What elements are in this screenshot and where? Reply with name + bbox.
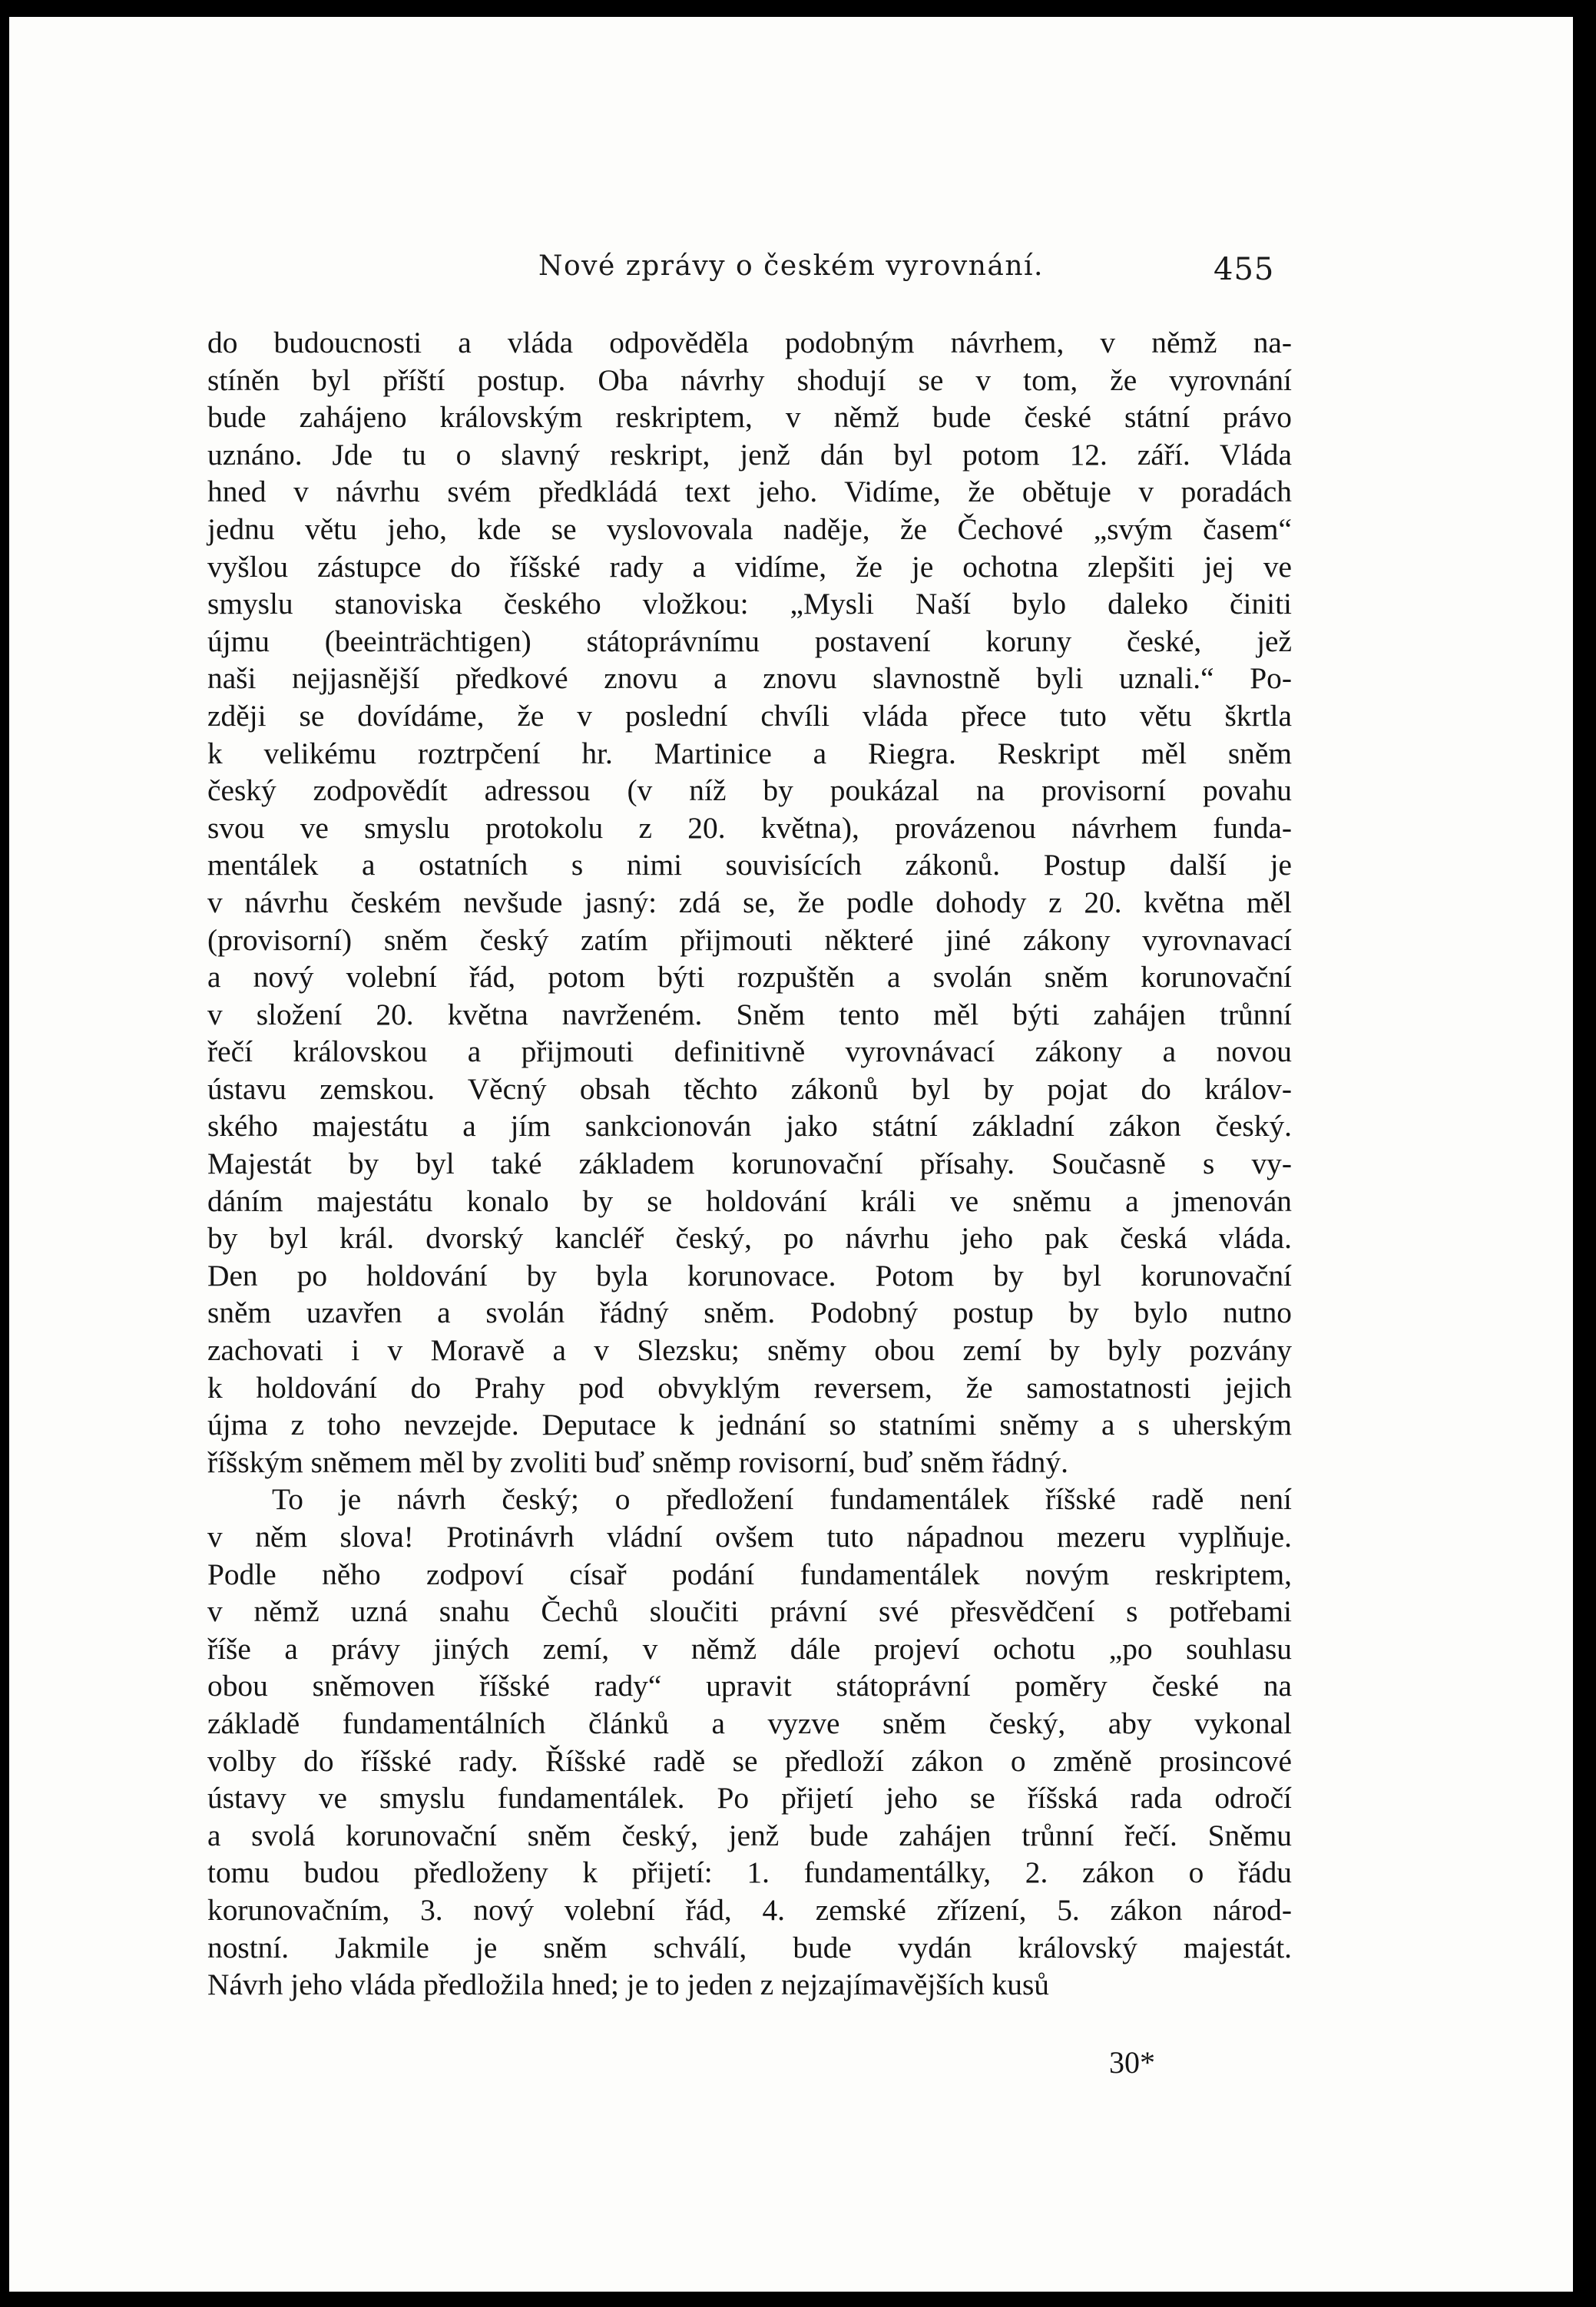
signature-mark: 30* [1109,2045,1155,2080]
text-line: nostní. Jakmile je sněm schválí, bude vydán královský majestát. [207,1930,1292,1964]
text-line: k holdování do Prahy pod obvyklým reversem, že samostatnosti jejich [207,1370,1292,1405]
text-line: To je návrh český; o předložení fundamentálek říšské radě není [272,1482,1292,1517]
running-header [9,241,1573,287]
text-line: v něm slova! Protinávrh vládní ovšem tuto nápadnou mezeru vyplňuje. [207,1520,1292,1554]
text-line: říše a právy jiných zemí, v němž dále projeví ochotu „po souhlasu [207,1631,1292,1666]
text-line: újma z toho nevzejde. Deputace k jednání so statními sněmy a s uherským [207,1408,1292,1442]
paragraph [207,324,1292,1481]
text-line: Den po holdování by byla korunovace. Potom by byl korunovační [207,1258,1292,1293]
text-line: naši nejjasnější předkové znovu a znovu slavnostně byli uznali.“ Po- [207,661,1292,696]
paragraph [207,1481,1292,2003]
text-line: v návrhu českém nevšude jasný: zdá se, že podle dohody z 20. května měl [207,885,1292,919]
text-line: smyslu stanoviska českého vložkou: „Mysli Naší bylo daleko činiti [207,587,1292,621]
text-line: a svolá korunovační sněm český, jenž bude zahájen trůnní řečí. Sněmu [207,1818,1292,1852]
text-line: obou sněmoven říšské rady“ upravit státoprávní poměry české na [207,1669,1292,1703]
text-line: základě fundamentálních článků a vyzve sněm český, aby vykonal [207,1706,1292,1740]
text-line: v složení 20. května navrženém. Sněm tento měl býti zahájen trůnní [207,997,1292,1031]
text-line: vyšlou zástupce do říšské rady a vidíme, že je ochotna zlepšiti jej ve [207,549,1292,584]
text-line: bude zahájeno královským reskriptem, v němž bude české státní právo [207,400,1292,435]
text-line: sněm uzavřen a svolán řádný sněm. Podobný postup by bylo nutno [207,1296,1292,1330]
text-line: by byl král. dvorský kancléř český, po návrhu jeho pak česká vláda. [207,1221,1292,1256]
text-line: Podle něho zodpoví císař podání fundamentálek novým reskriptem, [207,1557,1292,1591]
text-line: volby do říšské rady. Říšské radě se předloží zákon o změně prosincové [207,1743,1292,1778]
page [9,17,1573,2292]
text-line: mentálek a ostatních s nimi souvisících zákonů. Postup další je [207,848,1292,882]
text-line: jednu větu jeho, kde se vyslovovala naděje, že Čechové „svým časem“ [207,511,1292,546]
text-line: ústavu zemskou. Věcný obsah těchto zákonů byl by pojat do králov- [207,1071,1292,1106]
text-line: stíněn byl příští postup. Oba návrhy shodují se v tom, že vyrovnání [207,362,1292,397]
text-line: řečí královskou a přijmouti definitivně vyrovnávací zákony a novou [207,1034,1292,1069]
text-line: k velikému roztrpčení hr. Martinice a Riegra. Reskript měl sněm [207,736,1292,770]
text-line: zachovati i v Moravě a v Slezsku; sněmy obou zemí by byly pozvány [207,1333,1292,1368]
text-line: korunovačním, 3. nový volební řád, 4. zemské zřízení, 5. zákon národ- [207,1892,1292,1927]
text-line: hned v návrhu svém předkládá text jeho. Vidíme, že obětuje v poradách [207,475,1292,509]
text-line: říšským sněmem měl by zvoliti buď sněmp rovisorní, buď sněm řádný. [207,1445,1068,1479]
text-line: (provisorní) sněm český zatím přijmouti některé jiné zákony vyrovnavací [207,922,1292,957]
body-text [207,324,1292,2004]
text-line: újmu (beeinträchtigen) státoprávnímu postavení koruny české, jež [207,624,1292,658]
text-line: český zodpovědít adressou (v níž by poukázal na provisorní povahu [207,773,1292,808]
text-line: ústavy ve smyslu fundamentálek. Po přijetí jeho se říšská rada odročí [207,1781,1292,1815]
page-number: 455 [1214,252,1275,287]
text-line: v němž uzná snahu Čechů sloučiti právní své přesvědčení s potřebami [207,1594,1292,1629]
text-line: tomu budou předloženy k přijetí: 1. fundamentálky, 2. zákon o řádu [207,1855,1292,1890]
text-line: a nový volební řád, potom býti rozpuštěn a svolán sněm korunovační [207,960,1292,995]
text-line: Návrh jeho vláda předložila hned; je to jeden z nejzajímavějších kusů [207,1968,1049,2002]
text-line: dáním majestátu konalo by se holdování králi ve sněmu a jmenován [207,1183,1292,1218]
text-line: ského majestátu a jím sankcionován jako státní základní zákon český. [207,1109,1292,1144]
text-line: do budoucnosti a vláda odpověděla podobným návrhem, v němž na- [207,326,1292,359]
running-title: Nové zprávy o českém vyrovnání. [538,250,1044,282]
text-line: zději se dovídáme, že v poslední chvíli vláda přece tuto větu škrtla [207,698,1292,733]
text-line: svou ve smyslu protokolu z 20. května), provázenou návrhem funda- [207,810,1292,845]
text-line: uznáno. Jde tu o slavný reskript, jenž dán byl potom 12. září. Vláda [207,437,1292,472]
text-line: Majestát by byl také základem korunovační přísahy. Současně s vy- [207,1147,1292,1181]
